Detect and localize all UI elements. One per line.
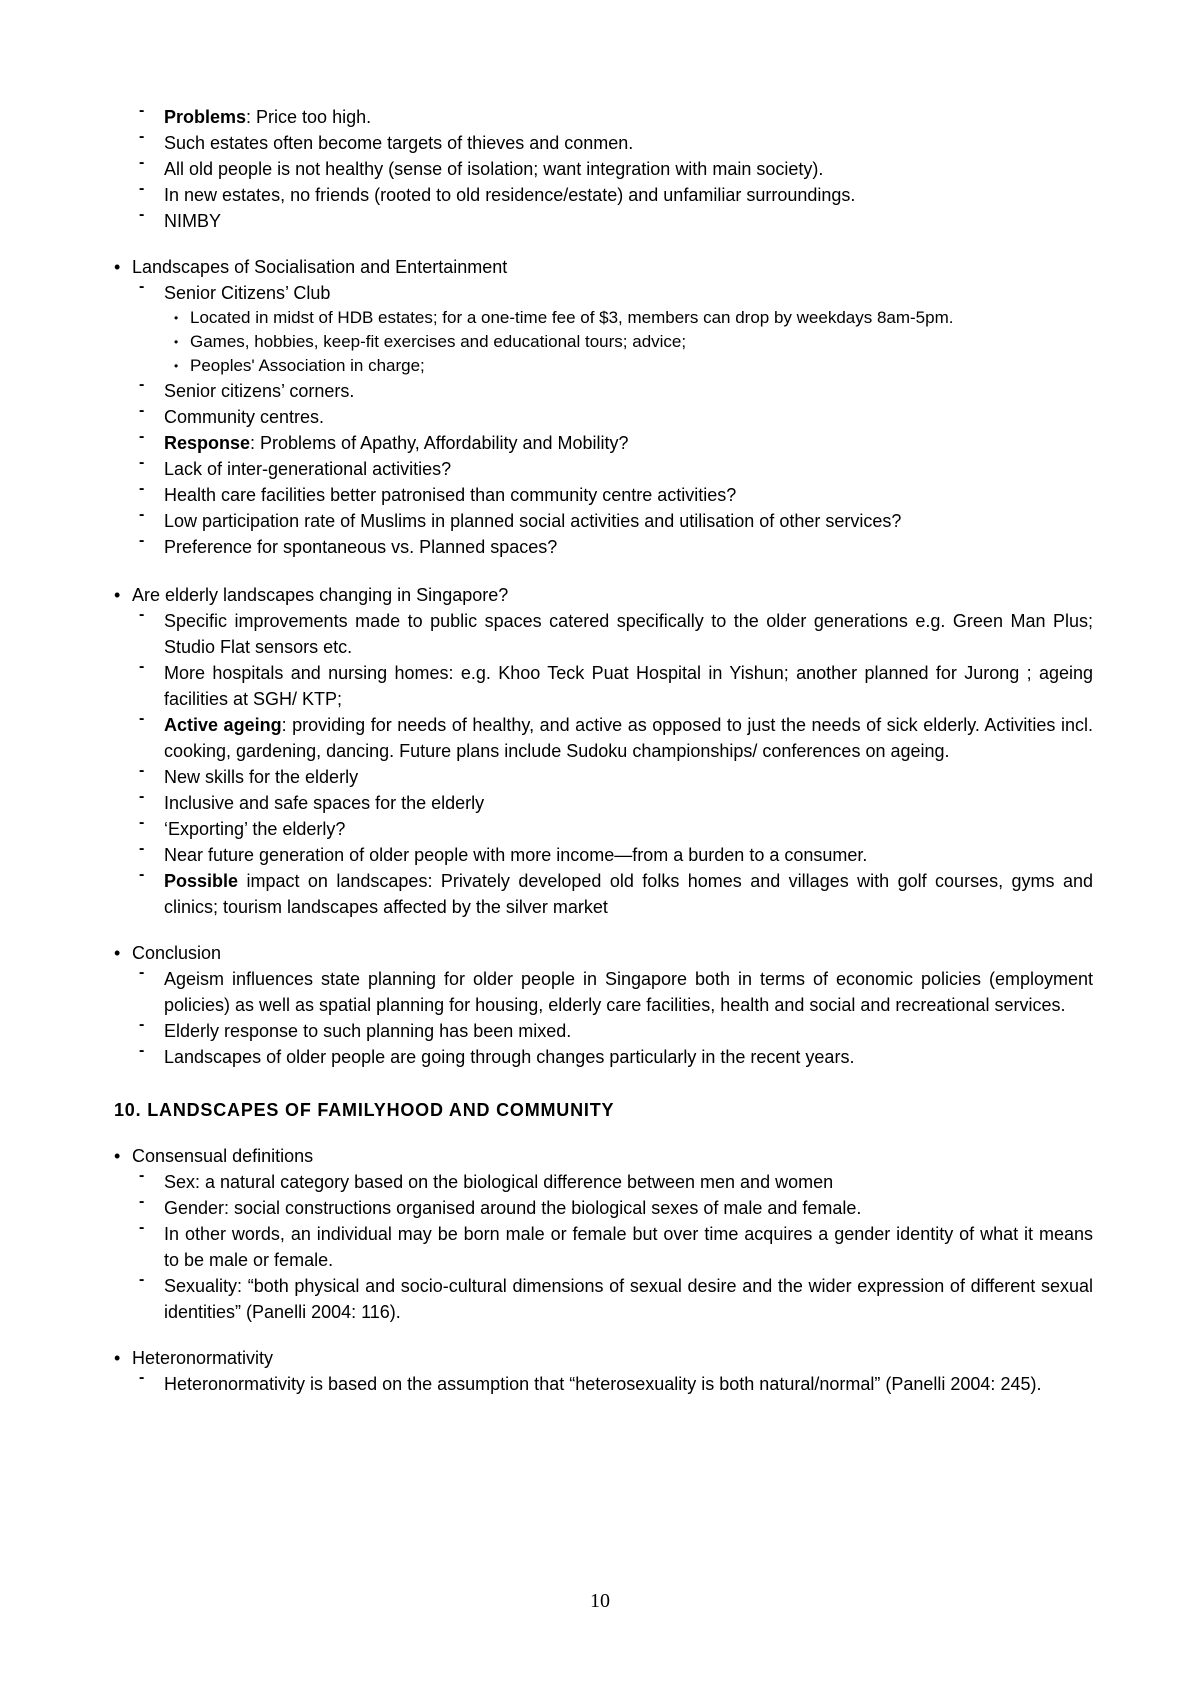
heteronormativity-list xyxy=(114,1371,1093,1397)
list-item xyxy=(164,764,1093,790)
list-item-text: Such estates often become targets of thieves and conmen. xyxy=(164,133,634,153)
club-points xyxy=(164,306,1093,378)
changing-heading: • Are elderly landscapes changing in Singapore? xyxy=(114,582,1093,608)
list-item xyxy=(164,842,1093,868)
socialisation-club-list xyxy=(114,280,1093,378)
list-item-text: Sexuality: “both physical and socio-cultural dimensions of sexual desire and the wider expression of different sexual identities” (Panelli 2004: 116). xyxy=(164,1276,1093,1322)
heteronormativity-heading: • Heteronormativity xyxy=(114,1345,1093,1371)
conclusion-list xyxy=(114,966,1093,1070)
sub-list-item: • Games, hobbies, keep-fit exercises and educational tours; advice; xyxy=(190,330,1093,354)
list-item xyxy=(164,130,1093,156)
sub-list-item: • Peoples' Association in charge; xyxy=(190,354,1093,378)
list-item xyxy=(164,182,1093,208)
list-item-lead: Problems xyxy=(164,107,247,127)
list-item xyxy=(164,482,1093,508)
changing-section xyxy=(114,582,1093,920)
list-item-lead: Response xyxy=(164,433,251,453)
list-item xyxy=(164,1169,1093,1195)
list-item xyxy=(164,790,1093,816)
list-item-text: : providing for needs of healthy, and active as opposed to just the needs of sick elderly. Activities incl. cooking, gardening, dancing. Future plans include Sudoku championships/ conferences on ageing. xyxy=(164,715,1093,761)
list-item-text: In other words, an individual may be born male or female but over time acquires a gender identity of what it means to be male or female. xyxy=(164,1224,1093,1270)
list-item-text: Elderly response to such planning has been mixed. xyxy=(164,1021,572,1041)
list-item-text: Heteronormativity is based on the assumption that “heterosexuality is both natural/normal” (Panelli 2004: 245). xyxy=(164,1374,1042,1394)
list-item xyxy=(164,966,1093,1018)
list-item-text: Preference for spontaneous vs. Planned spaces? xyxy=(164,537,558,557)
list-item xyxy=(164,712,1093,764)
list-item xyxy=(164,208,1093,234)
list-item-lead: Active ageing xyxy=(164,715,282,735)
list-item-text: New skills for the elderly xyxy=(164,767,359,787)
list-item xyxy=(164,404,1093,430)
list-item-lead: Possible xyxy=(164,871,239,891)
list-item xyxy=(164,608,1093,660)
list-item-text: Sex: a natural category based on the biological difference between men and women xyxy=(164,1172,834,1192)
list-item-text: Community centres. xyxy=(164,407,325,427)
socialisation-section xyxy=(114,254,1093,560)
socialisation-heading: • Landscapes of Socialisation and Entertainment xyxy=(114,254,1093,280)
definitions-section xyxy=(114,1143,1093,1325)
list-item-text: NIMBY xyxy=(164,211,222,231)
list-item xyxy=(164,430,1093,456)
list-item xyxy=(164,378,1093,404)
list-item-text: Inclusive and safe spaces for the elderly xyxy=(164,793,485,813)
list-item-text: In new estates, no friends (rooted to old residence/estate) and unfamiliar surroundings. xyxy=(164,185,856,205)
heteronormativity-section xyxy=(114,1345,1093,1397)
list-item xyxy=(164,456,1093,482)
list-item xyxy=(164,660,1093,712)
intro-list xyxy=(114,104,1093,234)
list-item xyxy=(164,534,1093,560)
list-item-text: Gender: social constructions organised around the biological sexes of male and female. xyxy=(164,1198,862,1218)
list-item xyxy=(164,156,1093,182)
club-label: Senior Citizens’ Club xyxy=(164,283,331,303)
sub-list-item: • Located in midst of HDB estates; for a one-time fee of $3, members can drop by weekdays 8am-5pm. xyxy=(190,306,1093,330)
list-item-text: All old people is not healthy (sense of isolation; want integration with main society). xyxy=(164,159,824,179)
list-item-text: : Problems of Apathy, Affordability and Mobility? xyxy=(250,433,629,453)
list-item-text: Senior citizens’ corners. xyxy=(164,381,355,401)
definitions-list xyxy=(114,1169,1093,1325)
changing-list xyxy=(114,608,1093,920)
list-item-text: : Price too high. xyxy=(246,107,372,127)
conclusion-heading: • Conclusion xyxy=(114,940,1093,966)
list-item-text: Lack of inter-generational activities? xyxy=(164,459,452,479)
list-item-text: More hospitals and nursing homes: e.g. Khoo Teck Puat Hospital in Yishun; another planned for Jurong ; ageing facilities at SGH/ KTP; xyxy=(164,663,1093,709)
list-item xyxy=(164,1371,1093,1397)
club-item xyxy=(164,280,1093,378)
list-item-text: Specific improvements made to public spaces catered specifically to the older generations e.g. Green Man Plus; Studio Flat sensors etc. xyxy=(164,611,1093,657)
list-item-text: Low participation rate of Muslims in planned social activities and utilisation of other services? xyxy=(164,511,902,531)
list-item xyxy=(164,104,1093,130)
page-number: 10 xyxy=(590,1590,610,1612)
list-item xyxy=(164,1195,1093,1221)
list-item-text: Ageism influences state planning for older people in Singapore both in terms of economic policies (employment policies) as well as spatial planning for housing, elderly care facilities, health and social and recreational services. xyxy=(164,969,1093,1015)
list-item-text: Health care facilities better patronised than community centre activities? xyxy=(164,485,737,505)
list-item xyxy=(164,1018,1093,1044)
list-item xyxy=(164,1273,1093,1325)
list-item-text: Near future generation of older people with more income—from a burden to a consumer. xyxy=(164,845,868,865)
definitions-heading: • Consensual definitions xyxy=(114,1143,1093,1169)
socialisation-list xyxy=(114,378,1093,560)
list-item-text: Landscapes of older people are going through changes particularly in the recent years. xyxy=(164,1047,855,1067)
list-item xyxy=(164,1221,1093,1273)
intro-section xyxy=(114,104,1093,234)
list-item xyxy=(164,1044,1093,1070)
list-item xyxy=(164,816,1093,842)
list-item-text: ‘Exporting’ the elderly? xyxy=(164,819,346,839)
list-item-text: impact on landscapes: Privately developed old folks homes and villages with golf courses, gyms and clinics; tourism landscapes affected by the silver market xyxy=(164,871,1093,917)
list-item xyxy=(164,868,1093,920)
list-item xyxy=(164,508,1093,534)
conclusion-section xyxy=(114,940,1093,1070)
section-10-title: 10. LANDSCAPES OF FAMILYHOOD AND COMMUNITY xyxy=(114,1100,615,1120)
